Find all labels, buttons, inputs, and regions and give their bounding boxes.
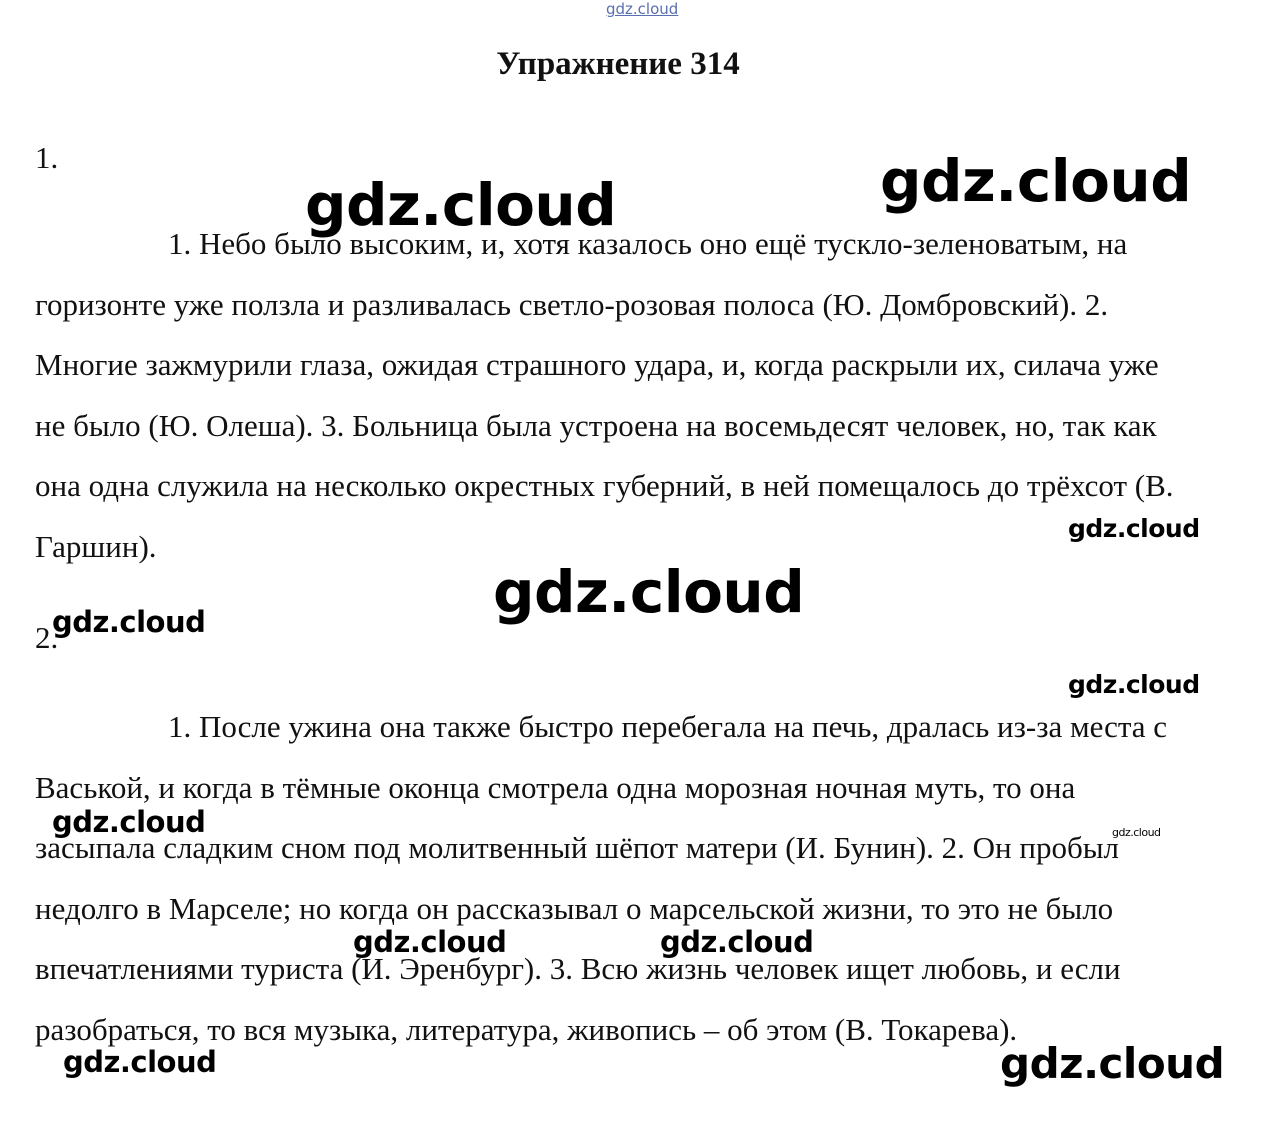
watermark-top[interactable]: gdz.cloud xyxy=(606,0,679,18)
watermark-small-1: gdz.cloud xyxy=(1068,514,1200,543)
exercise-title: Упражнение 314 xyxy=(496,46,740,82)
section-2-text: 1. После ужина она также быстро перебегала на печь, дралась из-за места с Васькой, и когда в тёмные оконца смотрела одна морозная ночная муть, то она засыпала сладким сном под молитвенный шёпот матери (И. Бунин). 2. Он пробыл недолго в Марселе; но когда он рассказывал о марсельской жизни, то это не было впечатлениями туриста (И. Эренбург). 3. Всю жизнь человек ищет любовь, и если разобраться, то вся музыка, литература, живопись – об этом (В. Токарева). xyxy=(35,709,1168,1047)
section-number-2: 2. xyxy=(35,620,59,655)
watermark-tiny: gdz.cloud xyxy=(1112,826,1161,839)
watermark-big-3: gdz.cloud xyxy=(493,558,805,626)
watermark-bottom-right: gdz.cloud xyxy=(1000,1039,1225,1088)
section-number-1: 1. xyxy=(35,140,59,175)
watermark-small-2: gdz.cloud xyxy=(52,605,206,639)
section-1-text: 1. Небо было высоким, и, хотя казалось оно ещё тускло-зеленоватым, на горизонте уже ползла и разливалась светло-розовая полоса (Ю. Домбровский). 2. Многие зажмурили глаза, ожидая страшного удара, и, когда раскрыли их, силача уже не было (Ю. Олеша). 3. Больница была устроена на восемьдесят человек, но, так как она одна служила на несколько окрестных губерний, в ней помещалось до трёхсот (В. Гаршин). xyxy=(35,226,1174,564)
watermark-bottom-left: gdz.cloud xyxy=(63,1045,217,1079)
watermark-mid-2: gdz.cloud xyxy=(660,925,814,959)
watermark-big-1: gdz.cloud xyxy=(305,171,617,239)
watermark-mid-1: gdz.cloud xyxy=(353,925,507,959)
watermark-big-2: gdz.cloud xyxy=(880,147,1192,215)
watermark-small-3: gdz.cloud xyxy=(1068,670,1200,699)
watermark-small-4: gdz.cloud xyxy=(52,805,206,839)
